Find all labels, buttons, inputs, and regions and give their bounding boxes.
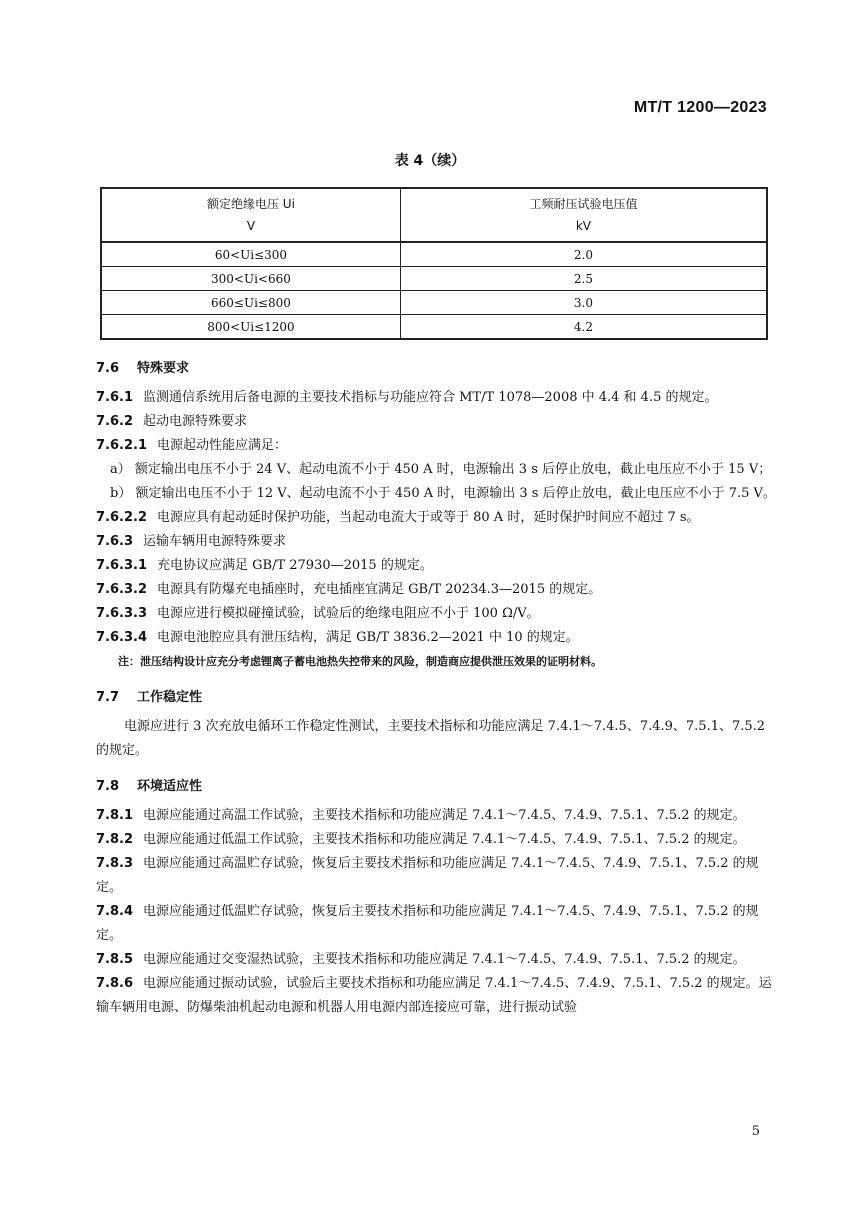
section-title: 特殊要求 <box>137 361 190 376</box>
section-title: 工作稳定性 <box>137 690 203 705</box>
header-test-voltage-unit: kV <box>575 219 592 233</box>
clause-text: 电源应能通过低温工作试验，主要技术指标和功能应满足 7.4.1～7.4.5、7.4.9、7.5.1、7.5.2 的规定。 <box>143 832 746 847</box>
clause-7-6-3 <box>96 530 776 554</box>
clause-7-6-3-3 <box>96 602 776 626</box>
clause-7-6-3-1 <box>96 554 776 578</box>
clause-7-8-1 <box>96 804 776 828</box>
clause-7-8-4 <box>96 900 776 948</box>
clause-7-6-2-1 <box>96 434 776 458</box>
test-voltage-cell: 4.2 <box>400 315 767 340</box>
table-caption: 表 4（续） <box>394 153 466 169</box>
clause-text: 运输车辆用电源特殊要求 <box>143 534 287 549</box>
clause-text: 电源具有防爆充电插座时，充电插座宜满足 GB/T 20234.3—2015 的规定。 <box>157 582 602 597</box>
clause-7-8-3 <box>96 852 776 900</box>
note: 注：泄压结构设计应充分考虑锂离子蓄电池热失控带来的风险，制造商应提供泄压效果的证明材料。 <box>118 655 602 668</box>
clause-number: 7.8.4 <box>96 904 134 919</box>
clause-number: 7.6.2 <box>96 414 134 429</box>
table-row <box>101 291 767 315</box>
clause-number: 7.6.3.3 <box>96 606 147 621</box>
header-test-voltage-label: 工频耐压试验电压值 <box>529 197 638 211</box>
section-number: 7.8 <box>96 779 120 794</box>
clause-number: 7.6.3 <box>96 534 134 549</box>
clause-text: 电源应具有起动延时保护功能，当起动电流大于或等于 80 A 时，延时保护时间应不超过 7 s。 <box>157 510 700 525</box>
clause-7-6-3-4 <box>96 626 776 650</box>
document-body <box>96 357 776 1020</box>
clause-7-6-2 <box>96 410 776 434</box>
header-rated-voltage-unit: V <box>246 219 256 233</box>
clause-text: 电源电池腔应具有泄压结构，满足 GB/T 3836.2—2021 中 10 的规定。 <box>157 630 579 645</box>
clause-number: 7.6.2.1 <box>96 438 147 453</box>
clause-number: 7.8.1 <box>96 808 134 823</box>
clause-number: 7.6.3.2 <box>96 582 147 597</box>
section-number: 7.6 <box>96 361 120 376</box>
test-voltage-cell: 3.0 <box>400 291 767 315</box>
clause-7-6-1 <box>96 386 776 410</box>
table-row <box>101 242 767 267</box>
list-item-b: b） 额定输出电压不小于 12 V、起动电流不小于 450 A 时，电源输出 3 s 后停止放电，截止电压应不小于 7.5 V。 <box>110 486 776 501</box>
section-heading-7-8 <box>96 775 776 799</box>
section-number: 7.7 <box>96 690 120 705</box>
clause-7-8-5 <box>96 948 776 972</box>
clause-text: 电源应能通过低温贮存试验，恢复后主要技术指标和功能应满足 7.4.1～7.4.5、7.4.9、7.5.1、7.5.2 的规定。 <box>96 904 759 943</box>
voltage-range-cell: 660≤Ui≤800 <box>101 291 400 315</box>
clause-number: 7.6.1 <box>96 390 134 405</box>
clause-number: 7.6.3.4 <box>96 630 147 645</box>
clause-7-8-2 <box>96 828 776 852</box>
voltage-range-cell: 300<Ui<660 <box>101 267 400 291</box>
header-test-voltage <box>400 188 767 242</box>
voltage-table <box>100 187 768 340</box>
clause-number: 7.8.5 <box>96 952 134 967</box>
test-voltage-cell: 2.0 <box>400 242 767 267</box>
clause-7-6-2-2 <box>96 506 776 530</box>
test-voltage-cell: 2.5 <box>400 267 767 291</box>
paragraph-7-7: 电源应进行 3 次充放电循环工作稳定性测试，主要技术指标和功能应满足 7.4.1～7.4.5、7.4.9、7.5.1、7.5.2 的规定。 <box>96 719 766 758</box>
clause-number: 7.8.6 <box>96 976 134 991</box>
clause-text: 电源应能通过高温贮存试验，恢复后主要技术指标和功能应满足 7.4.1～7.4.5、7.4.9、7.5.1、7.5.2 的规定。 <box>96 856 759 895</box>
clause-number: 7.6.3.1 <box>96 558 147 573</box>
section-heading-7-7 <box>96 686 776 710</box>
clause-text: 监测通信系统用后备电源的主要技术指标与功能应符合 MT/T 1078—2008 中 4.4 和 4.5 的规定。 <box>143 390 718 405</box>
clause-number: 7.8.3 <box>96 856 134 871</box>
clause-number: 7.8.2 <box>96 832 134 847</box>
clause-text: 起动电源特殊要求 <box>143 414 248 429</box>
clause-text: 充电协议应满足 GB/T 27930—2015 的规定。 <box>157 558 433 573</box>
section-title: 环境适应性 <box>137 779 203 794</box>
table-row <box>101 267 767 291</box>
clause-7-8-6 <box>96 972 776 1020</box>
clause-text: 电源应能通过振动试验，试验后主要技术指标和功能应满足 7.4.1～7.4.5、7.4.9、7.5.1、7.5.2 的规定。运输车辆用电源、防爆柴油机起动电源和机器人用电源内部连接应可靠，进行振动试验 <box>96 976 772 1015</box>
clause-number: 7.6.2.2 <box>96 510 147 525</box>
clause-7-6-3-2 <box>96 578 776 602</box>
table-header-row <box>101 188 767 242</box>
table-row <box>101 315 767 340</box>
document-code: MT/T 1200—2023 <box>633 99 767 116</box>
section-heading-7-6 <box>96 357 776 381</box>
clause-text: 电源应能通过交变湿热试验，主要技术指标和功能应满足 7.4.1～7.4.5、7.4.9、7.5.1、7.5.2 的规定。 <box>143 952 746 967</box>
voltage-range-cell: 60<Ui≤300 <box>101 242 400 267</box>
clause-text: 电源应能通过高温工作试验，主要技术指标和功能应满足 7.4.1～7.4.5、7.4.9、7.5.1、7.5.2 的规定。 <box>143 808 746 823</box>
clause-text: 电源应进行模拟碰撞试验，试验后的绝缘电阻应不小于 100 Ω/V。 <box>157 606 540 621</box>
page-number: 5 <box>751 1124 760 1139</box>
header-rated-voltage <box>101 188 400 242</box>
header-rated-voltage-label: 额定绝缘电压 Ui <box>206 197 295 211</box>
list-item-a: a） 额定输出电压不小于 24 V、起动电流不小于 450 A 时，电源输出 3 s 后停止放电，截止电压应不小于 15 V； <box>110 462 772 477</box>
voltage-range-cell: 800<Ui≤1200 <box>101 315 400 340</box>
clause-text: 电源起动性能应满足： <box>157 438 288 453</box>
